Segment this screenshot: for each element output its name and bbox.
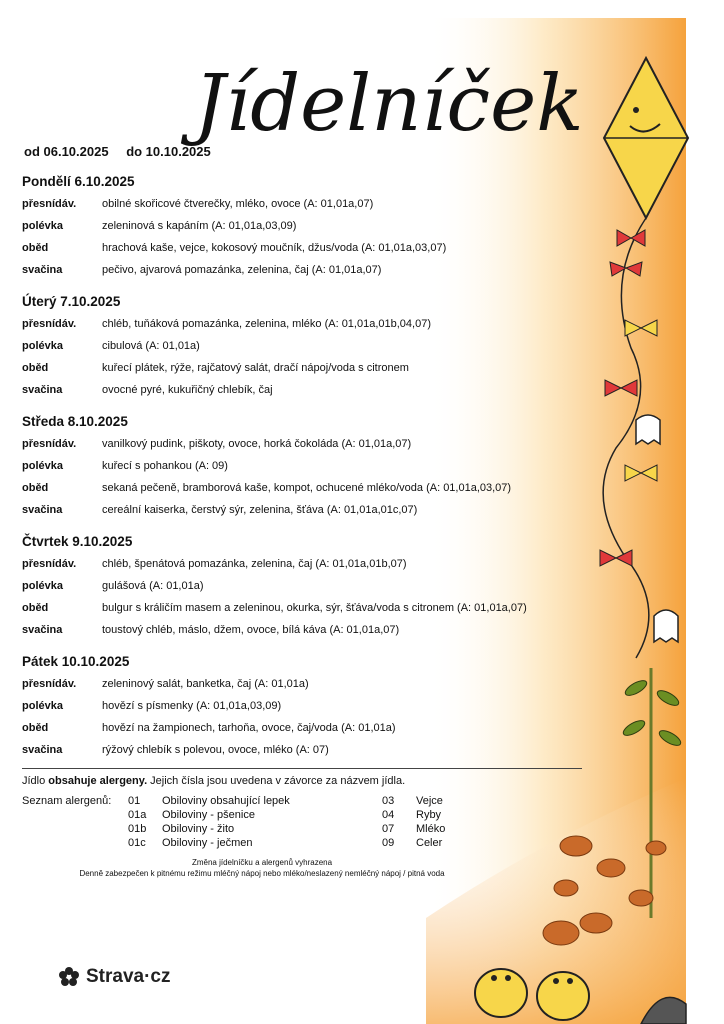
meal-text: rýžový chlebík s polevou, ovoce, mléko (A: 07) [102, 744, 329, 756]
allergen-row [382, 809, 445, 823]
allergen-row [382, 837, 445, 851]
meal-row [22, 744, 622, 766]
meal-label: polévka [22, 580, 63, 592]
meal-label: svačina [22, 264, 63, 276]
meal-text: kuřecí s pohankou (A: 09) [102, 460, 228, 472]
allergen-name: Ryby [416, 809, 442, 821]
day-title: Pondělí 6.10.2025 [22, 174, 135, 189]
meal-text: pečivo, ajvarová pomazánka, zelenina, čaj (A: 01,01a,07) [102, 264, 382, 276]
meal-row [22, 482, 622, 504]
logo-text: Strava·cz [86, 966, 171, 987]
meal-label: polévka [22, 460, 63, 472]
meal-text: hovězí na žampionech, tarhoňa, ovoce, čaj/voda (A: 01,01a) [102, 722, 396, 734]
meal-text: zeleninový salát, banketka, čaj (A: 01,01a) [102, 678, 309, 690]
meal-row [22, 220, 622, 242]
note-part1: Jídlo [22, 775, 49, 787]
meal-row [22, 602, 622, 624]
meal-text: chléb, špenátová pomazánka, zelenina, čaj (A: 01,01a,01b,07) [102, 558, 407, 570]
allergen-row [128, 795, 290, 809]
allergen-code: 09 [382, 837, 395, 849]
meal-label: přesnídáv. [22, 198, 77, 210]
meal-text: cereální kaiserka, čerstvý sýr, zelenina, šťáva (A: 01,01a,01c,07) [102, 504, 418, 516]
meal-label: přesnídáv. [22, 438, 77, 450]
day-monday [22, 174, 622, 286]
day-friday [22, 654, 622, 766]
meal-label: polévka [22, 220, 63, 232]
allergen-footer [22, 768, 582, 879]
meal-row [22, 384, 622, 406]
menu-days [22, 174, 622, 774]
meal-label: přesnídáv. [22, 678, 77, 690]
meal-row [22, 678, 622, 700]
meal-row [22, 198, 622, 220]
meal-text: kuřecí plátek, rýže, rajčatový salát, dračí nápoj/voda s citronem [102, 362, 409, 374]
allergen-name: Celer [416, 837, 443, 849]
meal-text: gulášová (A: 01,01a) [102, 580, 204, 592]
meal-row [22, 580, 622, 602]
allergen-list [22, 795, 582, 857]
allergen-list-label: Seznam alergenů: [22, 795, 112, 807]
meal-label: oběd [22, 602, 49, 614]
meal-label: oběd [22, 362, 49, 374]
meal-row [22, 700, 622, 722]
meal-text: zeleninová s kapáním (A: 01,01a,03,09) [102, 220, 297, 232]
date-to: do 10.10.2025 [126, 144, 211, 159]
day-title: Úterý 7.10.2025 [22, 294, 121, 309]
meal-row [22, 624, 622, 646]
meal-label: oběd [22, 242, 49, 254]
meal-label: oběd [22, 482, 49, 494]
day-title: Čtvrtek 9.10.2025 [22, 534, 133, 549]
allergen-code: 03 [382, 795, 395, 807]
allergen-code: 01a [128, 809, 147, 821]
meal-label: polévka [22, 340, 63, 352]
meal-label: přesnídáv. [22, 318, 77, 330]
allergen-row [128, 837, 290, 851]
meal-text: vanilkový pudink, piškoty, ovoce, horká čokoláda (A: 01,01a,07) [102, 438, 412, 450]
note-bold: obsahuje alergeny. [48, 775, 148, 787]
allergen-code: 01c [128, 837, 146, 849]
meal-text: obilné skořicové čtverečky, mléko, ovoce (A: 01,01a,07) [102, 198, 374, 210]
allergen-name: Obiloviny - pšenice [162, 809, 255, 821]
allergen-column-1 [128, 795, 290, 851]
flower-icon [58, 966, 80, 988]
allergen-code: 01 [128, 795, 141, 807]
meal-text: cibulová (A: 01,01a) [102, 340, 200, 352]
meal-text: hovězí s písmenky (A: 01,01a,03,09) [102, 700, 282, 712]
allergen-code: 07 [382, 823, 395, 835]
day-title: Středa 8.10.2025 [22, 414, 128, 429]
footnote-drinking-regime: Denně zabezpečen k pitnému režimu mléčný nápoj nebo mléko/neslazený nemléčný nápoj / pitná voda [79, 869, 445, 878]
note-part2: Jejich čísla jsou uvedena v závorce za názvem jídla. [147, 775, 406, 787]
allergen-name: Vejce [416, 795, 443, 807]
allergen-code: 01b [128, 823, 147, 835]
meal-label: polévka [22, 700, 63, 712]
meal-row [22, 318, 622, 340]
meal-text: toustový chléb, máslo, džem, ovoce, bílá káva (A: 01,01a,07) [102, 624, 400, 636]
day-thursday [22, 534, 622, 646]
meal-label: svačina [22, 504, 63, 516]
allergen-row [128, 809, 290, 823]
meal-row [22, 722, 622, 744]
svg-text:Jídelníček: Jídelníček [194, 59, 584, 149]
strava-logo [58, 966, 171, 988]
meal-row [22, 264, 622, 286]
allergen-name: Mléko [416, 823, 446, 835]
meal-label: přesnídáv. [22, 558, 77, 570]
meal-text: sekaná pečeně, bramborová kaše, kompot, ochucené mléko/voda (A: 01,01a,03,07) [102, 482, 512, 494]
allergen-name: Obiloviny - ječmen [162, 837, 253, 849]
meal-row [22, 558, 622, 580]
allergen-name: Obiloviny - žito [162, 823, 235, 835]
date-range [24, 144, 225, 159]
menu-page [14, 18, 686, 1024]
footnote-change-reserved: Změna jídelníčku a alergenů vyhrazena [191, 858, 333, 867]
meal-text: chléb, tuňáková pomazánka, zelenina, mléko (A: 01,01a,01b,04,07) [102, 318, 431, 330]
meal-text: bulgur s králičím masem a zeleninou, okurka, sýr, šťáva/voda s citronem (A: 01,01a,07) [102, 602, 527, 614]
meal-text: ovocné pyré, kukuřičný chlebík, čaj [102, 384, 273, 396]
meal-row [22, 438, 622, 460]
meal-row [22, 460, 622, 482]
day-wednesday [22, 414, 622, 526]
meal-label: svačina [22, 624, 63, 636]
meal-row [22, 242, 622, 264]
meal-label: svačina [22, 384, 63, 396]
meal-row [22, 362, 622, 384]
meal-text: hrachová kaše, vejce, kokosový moučník, džus/voda (A: 01,01a,03,07) [102, 242, 447, 254]
allergen-name: Obiloviny obsahující lepek [162, 795, 290, 807]
allergen-row [382, 795, 445, 809]
divider [22, 768, 582, 769]
meal-row [22, 340, 622, 362]
allergen-note [22, 775, 582, 787]
allergen-code: 04 [382, 809, 395, 821]
day-title: Pátek 10.10.2025 [22, 654, 130, 669]
page-title [184, 40, 584, 160]
allergen-row [128, 823, 290, 837]
day-tuesday [22, 294, 622, 406]
allergen-row [382, 823, 445, 837]
meal-label: oběd [22, 722, 49, 734]
allergen-column-2 [382, 795, 445, 851]
date-from: od 06.10.2025 [24, 144, 109, 159]
meal-label: svačina [22, 744, 63, 756]
meal-row [22, 504, 622, 526]
